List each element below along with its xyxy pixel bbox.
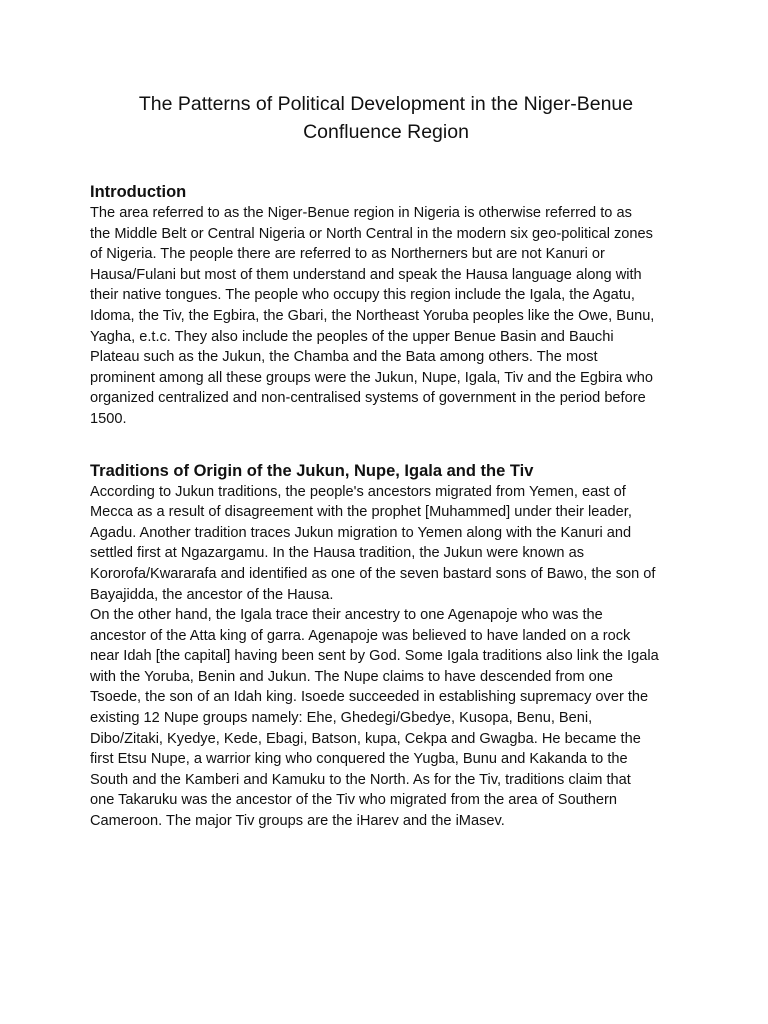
document-page — [90, 90, 680, 832]
paragraph-igala-nupe-tiv-traditions: On the other hand, the Igala trace their ancestry to one Agenapoje who was the ancestor of the Atta king of garra. Agenapoje was believed to have landed on a rock near Idah [the capital] having been sent by God. Some Igala traditions also link the Igala with the Yoruba, Benin and Jukun. The Nupe claims to have descended from one Tsoede, the son of an Idah king. Isoede succeeded in establishing supremacy over the existing 12 Nupe groups namely: Ehe, Ghedegi/Gbedye, Kusopa, Benu, Beni, Dibo/Zitaki, Kyedye, Kede, Ebagi, Batson, kupa, Cekpa and Gwagba. He became the first Etsu Nupe, a warrior king who conquered the Yugba, Bunu and Kakanda to the South and the Kamberi and Kamuku to the North. As for the Tiv, traditions claim that one Takaruku was the ancestor of the Tiv who migrated from the area of Southern Cameroon. The major Tiv groups are the iHarev and the iMasev. — [90, 607, 659, 830]
paragraph-jukun-traditions: According to Jukun traditions, the people's ancestors migrated from Yemen, east of Mecca as a result of disagreement with the prophet [Muhammed] under their leader, Agadu. Another tradition traces Jukun migration to Yemen along with the Kanuri and settled first at Ngazargamu. In the Hausa tradition, the Jukun were known as Kororofa/Kwararafa and identified as one of the seven bastard sons of Bawo, the son of Bayajidda, the ancestor of the Hausa. — [90, 483, 656, 603]
section-heading-introduction: Introduction — [90, 183, 187, 201]
section-heading-traditions: Traditions of Origin of the Jukun, Nupe, Igala and the Tiv — [90, 461, 534, 480]
paragraph-introduction: The area referred to as the Niger-Benue region in Nigeria is otherwise referred to as the Middle Belt or Central Nigeria or North Central in the modern six geo-political zones of Nigeria. The people there are referred to as Northerners but are not Kanuri or Hausa/Fulani but most of them understand and speak the Hausa language along with their native tongues. The people who occupy this region include the Igala, the Agatu, Idoma, the Tiv, the Egbira, the Gbari, the Northeast Yoruba peoples like the Owe, Bunu, Yagha, e.t.c. They also include the peoples of the upper Benue Basin and Bauchi Plateau such as the Jukun, the Chamba and the Bata among others. The most prominent among all these groups were the Jukun, Nupe, Igala, Tiv and the Egbira who organized centralized and non-centralised systems of government in the period before 1500. — [90, 205, 655, 427]
document-title: The Patterns of Political Development in the Niger-Benue Confluence Region — [138, 93, 634, 143]
